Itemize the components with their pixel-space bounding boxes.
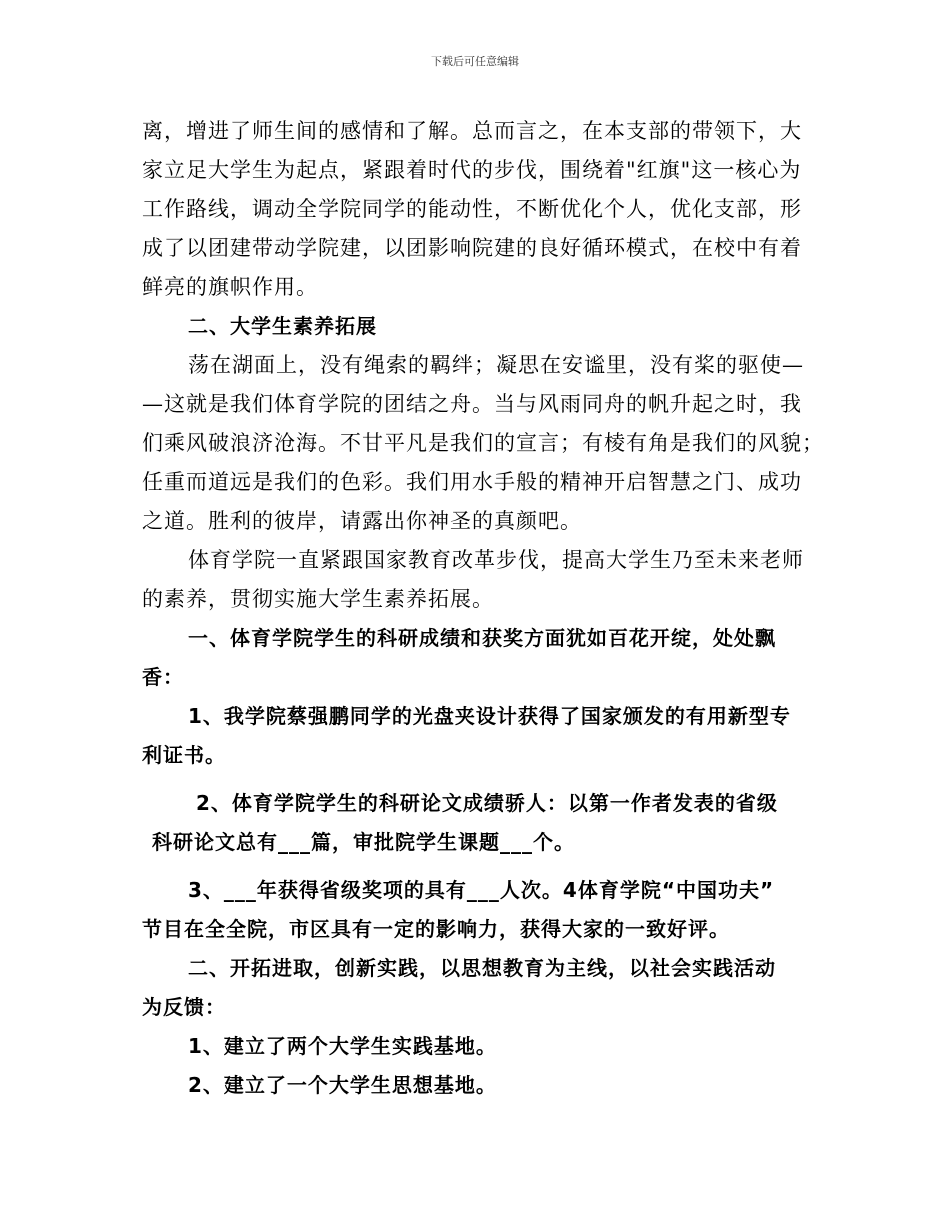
bold-paragraph-line: 二、开拓进取，创新实践，以思想教育为主线，以社会实践活动 [188, 956, 776, 980]
list-item: 科研论文总有___篇，审批院学生课题___个。 [152, 830, 575, 854]
paragraph-line: 成了以团建带动学院建，以团影响院建的良好循环模式，在校中有着 [142, 236, 802, 260]
list-item: 2、体育学院学生的科研论文成绩骄人：以第一作者发表的省级 [196, 791, 778, 815]
bold-paragraph-line: 香： [142, 665, 184, 689]
list-item: 2、建立了一个大学生思想基地。 [188, 1073, 497, 1097]
document-body [142, 112, 822, 1105]
paragraph-line: 鲜亮的旗帜作用。 [142, 275, 318, 299]
paragraph-line: 任重而道远是我们的色彩。我们用水手般的精神开启智慧之门、成功 [142, 470, 802, 494]
paragraph-line: 们乘风破浪济沧海。不甘平凡是我们的宣言；有棱有角是我们的风貌； [142, 431, 824, 455]
paragraph-line: 体育学院一直紧跟国家教育改革步伐，提高大学生乃至未来老师 [188, 548, 804, 572]
paragraph-line: 离，增进了师生间的感情和了解。总而言之，在本支部的带领下，大 [142, 119, 802, 143]
bold-paragraph-line: 一、体育学院学生的科研成绩和获奖方面犹如百花开绽，处处飘 [188, 626, 776, 650]
paragraph-line: —这就是我们体育学院的团结之舟。当与风雨同舟的帆升起之时，我 [142, 392, 802, 416]
section-heading: 二、大学生素养拓展 [188, 314, 377, 338]
bold-paragraph-line: 为反馈： [142, 995, 226, 1019]
list-item: 3、___年获得省级奖项的具有___人次。4体育学院“中国功夫” [188, 878, 775, 902]
paragraph-line: 工作路线，调动全学院同学的能动性，不断优化个人，优化支部，形 [142, 197, 802, 221]
paragraph-line: 的素养，贯彻实施大学生素养拓展。 [142, 587, 494, 611]
list-item: 节目在全全院，市区具有一定的影响力，获得大家的一致好评。 [142, 917, 730, 941]
page-header: 下载后可任意编辑 [431, 55, 519, 68]
list-item: 利证书。 [142, 743, 226, 767]
paragraph-line: 荡在湖面上，没有绳索的羁绊；凝思在安谧里，没有桨的驱使— [188, 353, 804, 377]
list-item: 1、建立了两个大学生实践基地。 [188, 1034, 497, 1058]
list-item: 1、我学院蔡强鹏同学的光盘夹设计获得了国家颁发的有用新型专 [188, 704, 791, 728]
paragraph-line: 家立足大学生为起点，紧跟着时代的步伐，围绕着"红旗"这一核心为 [142, 158, 802, 182]
paragraph-line: 之道。胜利的彼岸，请露出你神圣的真颜吧。 [142, 509, 582, 533]
